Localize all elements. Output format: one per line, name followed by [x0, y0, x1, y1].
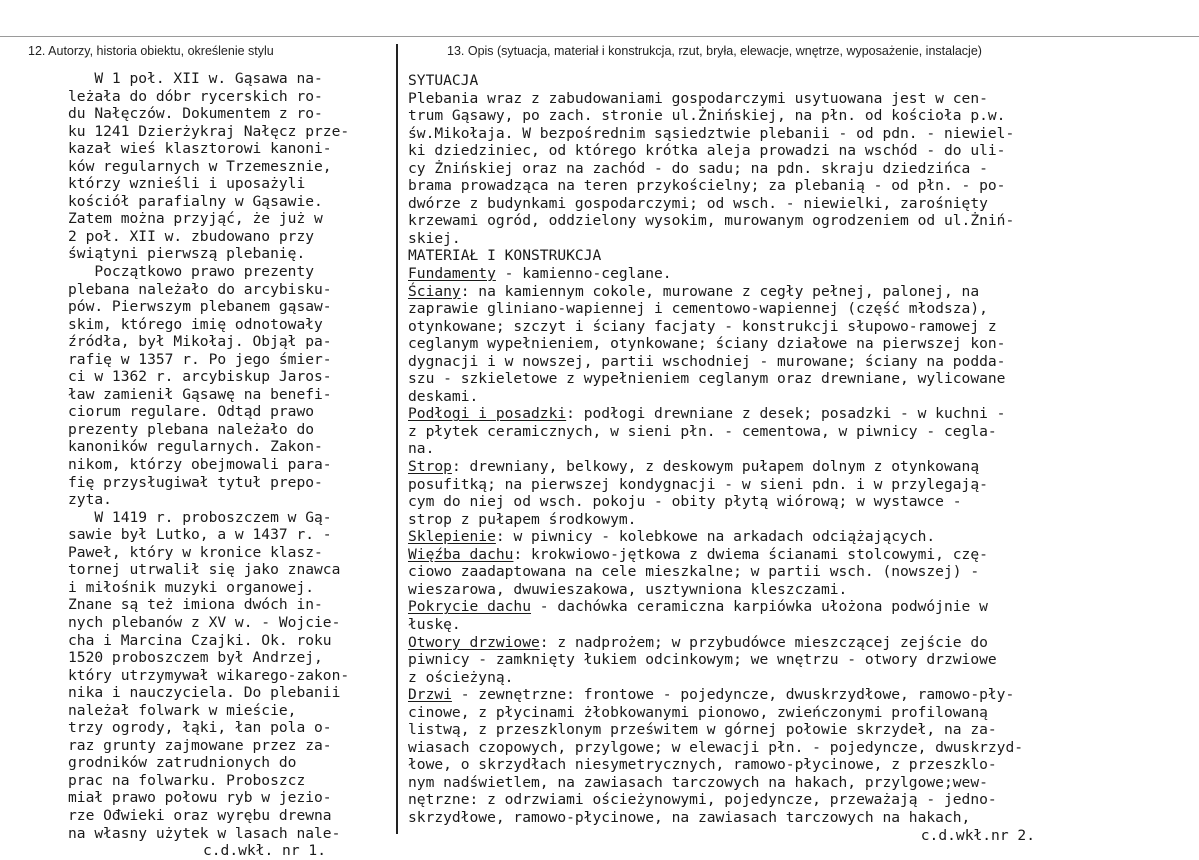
description-text-line	[408, 265, 1108, 283]
description-text-line	[408, 212, 1108, 230]
history-text-line: zyta.	[68, 491, 112, 509]
section-13-header: 13. Opis (sytuacja, materiał i konstrukcja, rzut, bryła, elewacje, wnętrze, wyposażenie, instalacje)	[447, 44, 982, 58]
description-text: SYTUACJA	[408, 72, 479, 89]
description-text: cy Żnińskiej oraz na zachód - do sadu; na pdn. skraju dziedzińca -	[408, 159, 988, 177]
description-term: Ściany	[408, 282, 461, 300]
description-text: piwnicy - zamknięty łukiem odcinkowym; we wnętrzu - otwory drzwiowe	[408, 651, 997, 669]
history-text-line: rafię w 1357 r. Po jego śmier-	[68, 350, 332, 368]
description-text-line	[408, 809, 1108, 827]
history-text-line: należał folwark w mieście,	[68, 701, 297, 719]
history-text-line: rze Ođwieki oraz wyrębu drewna	[68, 806, 332, 824]
description-text: cinowe, z płycinami żłobkowanymi pionowo, zwieńczonymi profilowaną	[408, 703, 988, 721]
description-text-line	[408, 195, 1108, 213]
history-text-line: Początkowo prawo prezenty	[68, 263, 315, 281]
description-text-line	[408, 247, 1108, 265]
description-text: szu - szkieletowe z wypełnieniem ceglanym oraz drewniane, wylicowane	[408, 370, 1006, 388]
history-text-line: nych plebanów z XV w. - Wojcie-	[68, 613, 341, 631]
description-text-line	[408, 476, 1108, 494]
description-text-line	[408, 353, 1108, 371]
description-term: Drzwi	[408, 686, 452, 704]
history-text-line: Zatem można przyjąć, że już w	[68, 210, 323, 228]
history-text-line: W 1419 r. proboszczem w Gą-	[68, 508, 332, 526]
description-text: wiasach czopowych, przylgowe; w elewacji płn. - pojedyncze, dwuskrzyd-	[408, 738, 1024, 756]
description-term: Otwory drzwiowe	[408, 633, 540, 651]
history-text-line: ków regularnych w Trzemesznie,	[68, 157, 332, 175]
history-continuation-note: c.d.wkł. nr 1.	[202, 842, 326, 860]
description-text-line	[408, 598, 1108, 616]
section-12-header: 12. Autorzy, historia obiektu, określenie stylu	[28, 44, 274, 58]
history-text-line: 2 poł. XII w. zbudowano przy	[68, 227, 315, 245]
description-text: : drewniany, belkowy, z deskowym pułapem dolnym z otynkowaną	[451, 458, 980, 476]
history-text-line: pów. Pierwszym plebanem gąsaw-	[68, 298, 332, 316]
description-text: : krokwiowo-jętkowa z dwiema ścianami stolcowymi, czę-	[513, 545, 988, 563]
description-text: brama prowadząca na teren przykościelny; za plebanią - od płn. - po-	[408, 177, 1006, 195]
history-text-line: i miłośnik muzyki organowej.	[68, 578, 315, 596]
description-text-line	[408, 634, 1108, 652]
description-text-line	[408, 160, 1108, 178]
history-text-line: źródła, był Mikołaj. Objął pa-	[68, 333, 332, 351]
description-text-line	[408, 142, 1108, 160]
description-text-line	[408, 546, 1108, 564]
description-text: ciowo zaadaptowana na cele mieszkalne; w partii wsch. (nowszej) -	[408, 563, 980, 581]
description-text: krzewami ogród, oddzielony wysokim, murowanym ogrodzeniem od ul.Żniń-	[408, 212, 1015, 230]
history-text-line: sawie był Lutko, a w 1437 r. -	[68, 526, 332, 544]
history-text-line: ław zamienił Gąsawę na benefi-	[68, 385, 332, 403]
description-text-line	[408, 370, 1108, 388]
description-text-line	[408, 581, 1108, 599]
description-text-line	[408, 388, 1108, 406]
form-top-border	[0, 0, 1199, 37]
history-text-line: prac na folwarku. Proboszcz	[68, 771, 306, 789]
description-text-line	[408, 774, 1108, 792]
history-text-line: raz grunty zajmowane przez za-	[68, 736, 332, 754]
description-text: łuskę.	[408, 615, 461, 633]
history-text-line: fię przysługiwał tytuł prepo-	[68, 473, 323, 491]
description-text: : podłogi drewniane z desek; posadzki - w kuchni -	[566, 405, 1006, 423]
history-text-line: grodników zatrudnionych do	[68, 754, 297, 772]
description-text: z płytek ceramicznych, w sieni płn. - cementowa, w piwnicy - cegla-	[408, 422, 997, 440]
description-text-line	[408, 90, 1108, 108]
description-text-line	[408, 405, 1108, 423]
description-text: skrzydłowe, ramowo-płycinowe, na zawiasach tarczowych na hakach,	[408, 808, 971, 826]
description-text-line	[408, 107, 1108, 125]
history-text-line: plebana należało do arcybisku-	[68, 280, 332, 298]
description-text: łowe, o skrzydłach niesymetrycznych, ramowo-płycinowe, z przeszklo-	[408, 756, 997, 774]
description-text: wieszarowa, dwuwieszakowa, usztywniona kleszczami.	[408, 580, 848, 598]
history-text-line: nikom, którzy obejmowali para-	[68, 456, 332, 474]
description-text: - kamienno-ceglane.	[495, 265, 672, 283]
description-text-line	[408, 704, 1108, 722]
description-text: listwą, z przeszklonym prześwitem w górnej połowie skrzydeł, na za-	[408, 721, 997, 739]
description-column	[408, 72, 1108, 844]
description-text-line	[408, 300, 1108, 318]
description-text: - zewnętrzne: frontowe - pojedyncze, dwuskrzydłowe, ramowo-pły-	[451, 686, 1015, 704]
description-text: otynkowane; szczyt i ściany facjaty - konstrukcji słupowo-ramowej z	[408, 317, 997, 335]
description-text: posufitką; na pierwszej kondygnacji - w sieni pdn. i w przylegają-	[408, 475, 988, 493]
column-divider	[396, 44, 398, 834]
description-text: nętrzne: z odrzwiami ościeżynowymi, pojedyncze, przeważają - jedno-	[408, 791, 997, 809]
description-text-line	[408, 177, 1108, 195]
description-text-line	[408, 440, 1108, 458]
description-text-line	[408, 335, 1108, 353]
description-text-line	[408, 669, 1108, 687]
description-text: deskami.	[408, 387, 479, 405]
description-text-line	[408, 493, 1108, 511]
description-term: Więźba dachu	[408, 545, 514, 563]
history-text-line: cha i Marcina Czajki. Ok. roku	[68, 631, 332, 649]
description-text: strop z pułapem środkowym.	[408, 510, 637, 528]
description-continuation-note: c.d.wkł.nr 2.	[920, 826, 1035, 844]
description-text-line	[408, 721, 1108, 739]
description-term: Podłogi i posadzki	[408, 405, 567, 423]
description-term: Sklepienie	[408, 528, 496, 546]
history-text-line: Paweł, który w kronice klasz-	[68, 543, 323, 561]
description-text: dwórze z budynkami gospodarczymi; od wsch. - niewielki, zarośnięty	[408, 194, 988, 212]
description-text: ceglanym wypełnieniem, otynkowane; ściany działowe na pierwszej kon-	[408, 335, 1006, 353]
description-text-line	[408, 230, 1108, 248]
description-text: : na kamiennym cokole, murowane z cegły pełnej, palonej, na	[460, 282, 980, 300]
history-text-line: tornej utrwalił się jako znawca	[68, 561, 341, 579]
description-text-line	[408, 616, 1108, 634]
history-text-line: nika i nauczyciela. Do plebanii	[68, 684, 341, 702]
description-term: Pokrycie dachu	[408, 598, 532, 616]
description-text-line	[408, 651, 1108, 669]
description-text: z ościeżyną.	[408, 668, 514, 686]
description-text-line	[408, 739, 1108, 757]
description-text: cym do niej od wsch. pokoju - obity płytą wiórową; w wystawce -	[408, 493, 962, 511]
history-text-line: ciorum regulare. Odtąd prawo	[68, 403, 315, 421]
description-text-line	[408, 318, 1108, 336]
history-text-line: którzy wznieśli i uposażyli	[68, 175, 306, 193]
history-text-line: Znane są też imiona dwóch in-	[68, 596, 323, 614]
history-text-line: trzy ogrody, łąki, łan pola o-	[68, 719, 332, 737]
description-text: ki dziedziniec, od którego krótka aleja prowadzi na wschód - do uli-	[408, 142, 1006, 160]
history-text-line: 1520 proboszczem był Andrzej,	[68, 649, 323, 667]
description-text: : z nadprożem; w przybudówce mieszczącej zejście do	[539, 633, 988, 651]
history-text-line: ku 1241 Dzierżykraj Nałęcz prze-	[68, 122, 350, 140]
history-text-line: miał prawo połowu ryb w jezio-	[68, 789, 332, 807]
history-text-line: W 1 poł. XII w. Gąsawa na-	[68, 70, 323, 87]
description-text: na.	[408, 440, 435, 458]
description-text: nym nadświetlem, na zawiasach tarczowych na hakach, przylgowe;wew-	[408, 773, 988, 791]
description-text-line	[408, 686, 1108, 704]
description-text-line	[408, 563, 1108, 581]
history-text-line: kanoników regularnych. Zakon-	[68, 438, 323, 456]
history-text-line: świątyni pierwszą plebanię.	[68, 245, 306, 263]
history-text-line: ci w 1362 r. arcybiskup Jaros-	[68, 368, 332, 386]
description-text-line	[408, 283, 1108, 301]
history-text-line: kazał wieś klasztorowi kanoni-	[68, 140, 332, 158]
description-text-line	[408, 791, 1108, 809]
description-text: : w piwnicy - kolebkowe na arkadach odciążających.	[495, 528, 936, 546]
description-text-line	[408, 511, 1108, 529]
history-text-line: prezenty plebana należało do	[68, 420, 315, 438]
description-text: skiej.	[408, 229, 461, 247]
description-text: św.Mikołaja. W bezpośrednim sąsiedztwie plebanii - od pdn. - niewiel-	[408, 124, 1015, 142]
history-text-line: kościół parafialny w Gąsawie.	[68, 192, 323, 210]
history-text-line: na własny użytek w lasach nale-	[68, 824, 341, 842]
history-text-line: leżała do dóbr rycerskich ro-	[68, 87, 323, 105]
description-text-line	[408, 125, 1108, 143]
description-text: trum Gąsawy, po zach. stronie ul.Żnińskiej, na płn. od kościoła p.w.	[408, 107, 1006, 125]
description-text-line	[408, 458, 1108, 476]
description-term: Strop	[408, 458, 452, 476]
description-term: Fundamenty	[408, 265, 496, 283]
description-text: zaprawie gliniano-wapiennej i cementowo-wapiennej (część młodsza),	[408, 300, 988, 318]
description-text-line	[408, 72, 1108, 90]
history-column	[68, 70, 388, 860]
description-text-line	[408, 756, 1108, 774]
description-text: dygnacji i w nowszej, partii wschodniej - murowane; ściany na podda-	[408, 352, 1006, 370]
history-text-line: skim, którego imię odnotowały	[68, 315, 323, 333]
history-text-line: który utrzymywał wikarego-zakon-	[68, 666, 350, 684]
description-text-line	[408, 528, 1108, 546]
description-text: MATERIAŁ I KONSTRUKCJA	[408, 247, 602, 265]
description-text: - dachówka ceramiczna karpiówka ułożona podwójnie w	[531, 598, 988, 616]
history-text-line: du Nałęczów. Dokumentem z ro-	[68, 105, 323, 123]
description-text: Plebania wraz z zabudowaniami gospodarczymi usytuowana jest w cen-	[408, 89, 988, 107]
description-text-line	[408, 423, 1108, 441]
